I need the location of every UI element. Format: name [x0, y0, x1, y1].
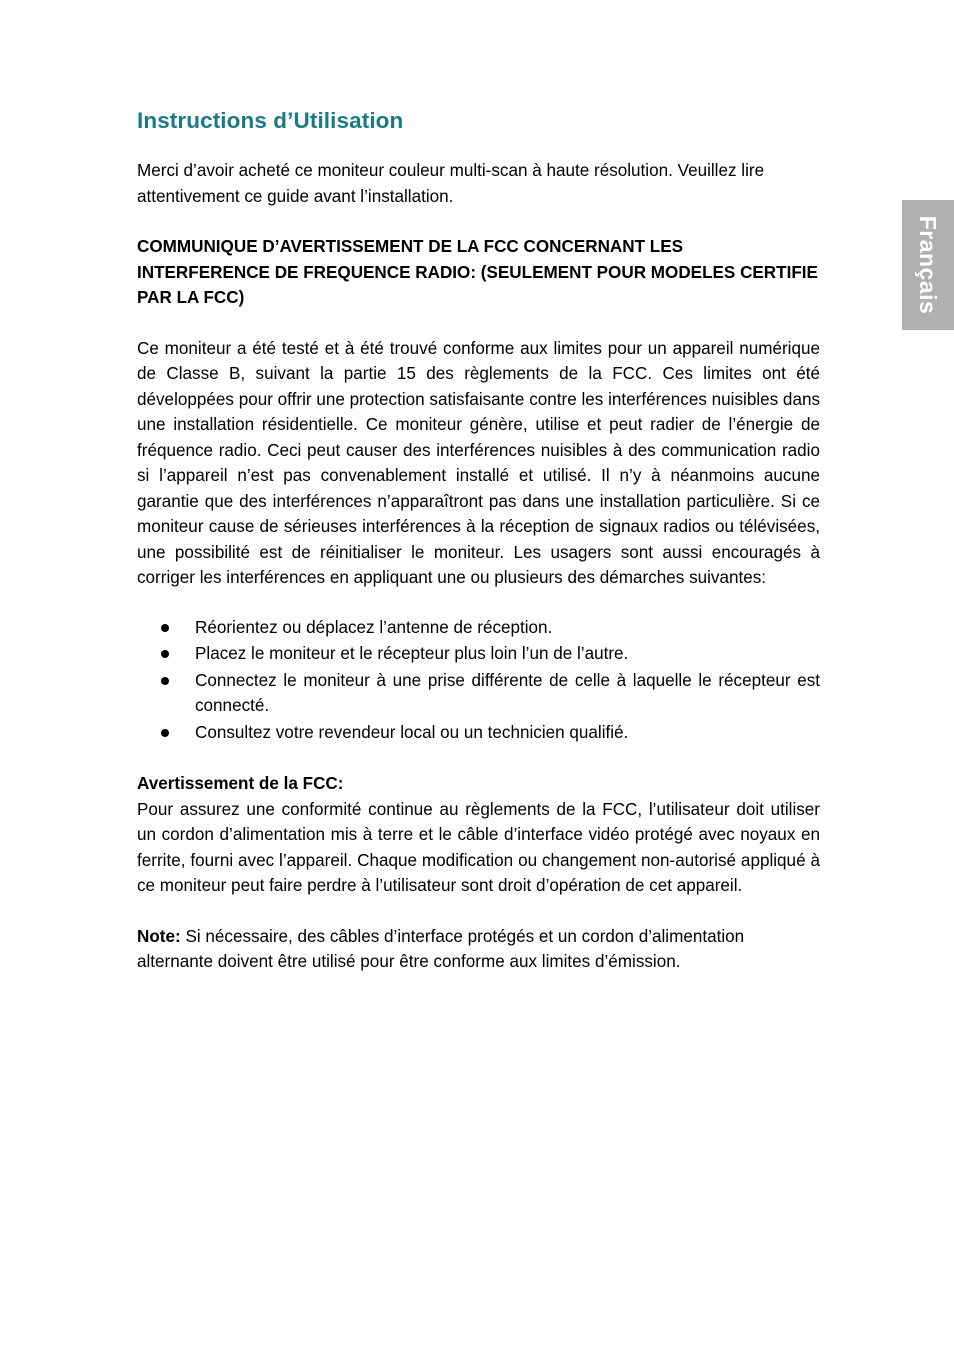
note-label: Note:: [137, 926, 181, 946]
remedy-list: [137, 615, 820, 746]
page-title: Instructions d’Utilisation: [137, 108, 404, 133]
bullet-dot-icon: [161, 650, 169, 658]
list-item-label: Placez le moniteur et le récepteur plus loin l’un de l’autre.: [195, 644, 629, 663]
list-item: [137, 720, 820, 746]
list-item: [137, 615, 820, 641]
warning-heading: Avertissement de la FCC:: [137, 774, 344, 793]
list-item-label: Réorientez ou déplacez l’antenne de réception.: [195, 617, 553, 637]
bullet-dot-icon: [161, 624, 169, 632]
note-paragraph: [137, 924, 820, 975]
list-item: [137, 641, 820, 667]
bullet-dot-icon: [161, 729, 169, 737]
list-item: [137, 668, 820, 719]
document-content: [137, 108, 820, 975]
bullet-dot-icon: [161, 677, 169, 685]
language-tab-label: Français: [915, 215, 941, 315]
intro-paragraph: Merci d’avoir acheté ce moniteur couleur multi-scan à haute résolution. Veuillez lire attentivement ce guide avant l’installation.: [137, 161, 765, 206]
language-tab-francais: [902, 200, 954, 330]
note-text: Si nécessaire, des câbles d’interface protégés et un cordon d’alimentation alternante doivent être utilisé pour être conforme aux limites d’émission.: [137, 926, 745, 971]
list-item-label: Consultez votre revendeur local ou un technicien qualifié.: [195, 722, 629, 742]
fcc-section-heading: COMMUNIQUE D’AVERTISSEMENT DE LA FCC CONCERNANT LES INTERFERENCE DE FREQUENCE RADIO: (SEULEMENT POUR MODELES CERTIFIE PAR LA FCC): [137, 237, 818, 307]
list-item-label: Connectez le moniteur à une prise différente de celle à laquelle le récepteur est connecté.: [195, 670, 820, 715]
warning-body-paragraph: Pour assurez une conformité continue au règlements de la FCC, l’utilisateur doit utiliser un cordon d’alimentation mis à terre et le câble d’interface vidéo protégé avec noyaux en ferrite, fourni avec l’appareil. Chaque modification ou changement non-autorisé appliqué à ce moniteur peut faire perdre à l’utilisateur sont droit d’opération de cet appareil.: [137, 799, 820, 895]
fcc-body-paragraph: Ce moniteur a été testé et à été trouvé conforme aux limites pour un appareil numérique de Classe B, suivant la partie 15 des règlements de la FCC. Ces limites ont été développées pour offrir une protection satisfaisante contre les interférences nuisibles dans une installation résidentielle. Ce moniteur génère, utilise et peut radier de l’énergie de fréquence radio. Ceci peut causer des interférences nuisibles à des communication radio si l’appareil n’est pas convenablement installé et utilisé. Il n’y à néanmoins aucune garantie que des interférences n’apparaîtront pas dans une installation particulière. Si ce moniteur cause de sérieuses interférences à la réception de signaux radios ou télévisées, une possibilité est de réinitialiser le moniteur. Les usagers sont aussi encouragés à corriger les interférences en appliquant une ou plusieurs des démarches suivantes:: [137, 338, 820, 587]
